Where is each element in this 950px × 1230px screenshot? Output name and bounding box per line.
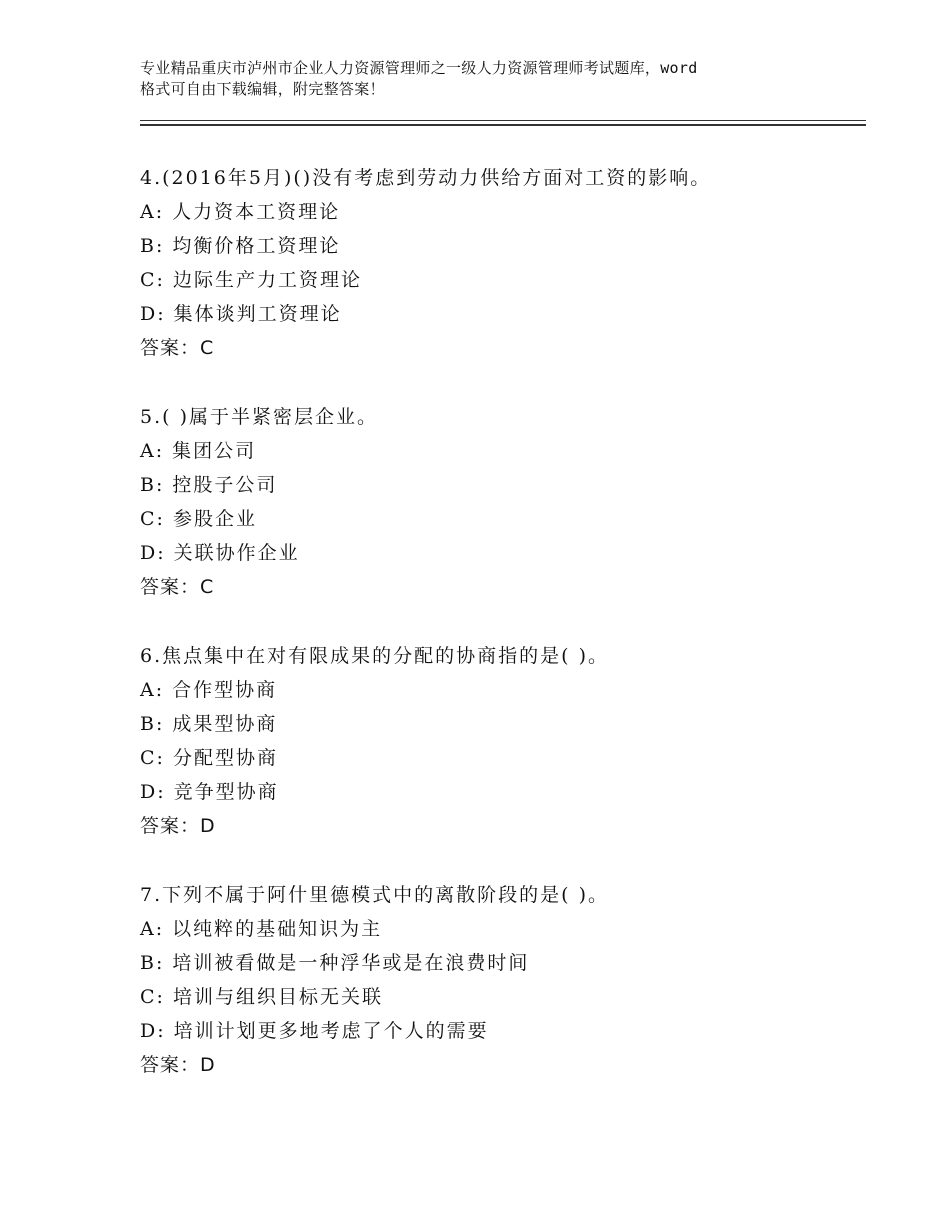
option-a: A: 以纯粹的基础知识为主 <box>140 918 383 940</box>
header-divider-thin <box>140 120 866 121</box>
question-block-5 <box>140 400 860 604</box>
question-block-4 <box>140 161 860 365</box>
option-d: D: 关联协作企业 <box>140 542 300 564</box>
document-header <box>140 58 840 100</box>
question-stem: 4.(2016年5月)()没有考虑到劳动力供给方面对工资的影响。 <box>140 167 712 189</box>
question-stem: 5.( )属于半紧密层企业。 <box>140 406 378 428</box>
answer-label: 答案：D <box>140 815 216 837</box>
answer-label: 答案：D <box>140 1054 216 1076</box>
question-block-7 <box>140 878 860 1082</box>
option-c: C: 培训与组织目标无关联 <box>140 986 383 1008</box>
option-b: B: 均衡价格工资理论 <box>140 235 341 257</box>
answer-label: 答案：C <box>140 337 215 359</box>
question-block-6 <box>140 639 860 843</box>
option-a: A: 合作型协商 <box>140 679 278 701</box>
answer-label: 答案：C <box>140 576 215 598</box>
option-a: A: 集团公司 <box>140 440 257 462</box>
header-divider-thick <box>140 124 866 126</box>
option-d: D: 培训计划更多地考虑了个人的需要 <box>140 1020 489 1042</box>
option-d: D: 竞争型协商 <box>140 781 279 803</box>
header-line-2: 格式可自由下载编辑，附完整答案！ <box>140 80 385 98</box>
option-d: D: 集体谈判工资理论 <box>140 303 342 325</box>
option-c: C: 分配型协商 <box>140 747 278 769</box>
option-b: B: 培训被看做是一种浮华或是在浪费时间 <box>140 952 530 974</box>
option-b: B: 成果型协商 <box>140 713 278 735</box>
option-c: C: 参股企业 <box>140 508 257 530</box>
option-a: A: 人力资本工资理论 <box>140 201 341 223</box>
option-c: C: 边际生产力工资理论 <box>140 269 362 291</box>
question-stem: 6.焦点集中在对有限成果的分配的协商指的是( )。 <box>140 645 609 667</box>
question-stem: 7.下列不属于阿什里德模式中的离散阶段的是( )。 <box>140 884 609 906</box>
header-line-1: 专业精品重庆市泸州市企业人力资源管理师之一级人力资源管理师考试题库，word <box>140 59 698 77</box>
option-b: B: 控股子公司 <box>140 474 278 496</box>
